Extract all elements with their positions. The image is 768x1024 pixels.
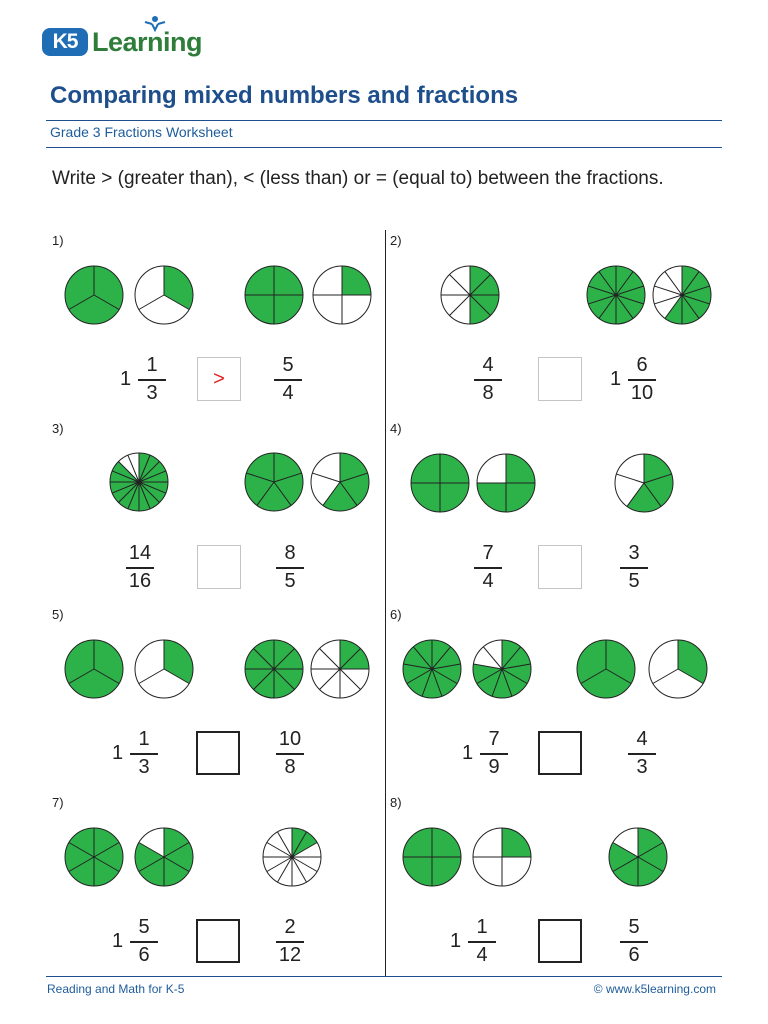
left-fraction-pie (108, 451, 170, 513)
right-fraction-pie (309, 451, 371, 513)
fraction-bar (276, 567, 304, 569)
right-fraction-pie (651, 264, 713, 326)
denominator: 4 (282, 382, 294, 404)
numerator: 5 (138, 916, 150, 938)
left-fraction-pie (471, 638, 533, 700)
fraction (624, 354, 660, 406)
left-fraction-pie (475, 452, 537, 514)
fraction (272, 916, 308, 968)
whole-number: 1 (112, 930, 124, 952)
right-fraction-pie (647, 638, 709, 700)
denominator: 5 (628, 570, 640, 592)
problem-number: 1) (52, 233, 64, 248)
fraction (134, 354, 170, 406)
whole-number: 1 (112, 742, 124, 764)
denominator: 4 (476, 944, 488, 966)
numerator: 1 (138, 728, 150, 750)
denominator: 10 (630, 382, 654, 404)
left-fraction-pie (439, 264, 501, 326)
fraction-bar (126, 567, 154, 569)
fraction (616, 542, 652, 594)
whole-number: 1 (462, 742, 474, 764)
numerator: 7 (482, 542, 494, 564)
fraction-bar (274, 379, 302, 381)
fraction-bar (480, 753, 508, 755)
pie-divider-line (319, 648, 340, 669)
problem-number: 4) (390, 421, 402, 436)
pie-slice-filled (323, 453, 369, 511)
problem-5 (52, 607, 388, 793)
pie-divider-line (340, 669, 361, 690)
denominator: 3 (146, 382, 158, 404)
fraction (270, 354, 306, 406)
answer-box[interactable] (538, 357, 582, 401)
fraction (464, 916, 500, 968)
whole-number: 1 (120, 368, 132, 390)
fraction-bar (474, 567, 502, 569)
denominator: 16 (128, 570, 152, 592)
problem-6 (390, 607, 726, 793)
fraction-bar (138, 379, 166, 381)
denominator: 8 (482, 382, 494, 404)
pie-divider-line (449, 295, 470, 316)
numerator: 4 (482, 354, 494, 376)
right-fraction-pie (575, 638, 637, 700)
left-fraction-pie (401, 638, 463, 700)
problem-1 (52, 233, 388, 419)
fraction (470, 354, 506, 406)
problem-number: 7) (52, 795, 64, 810)
worksheet-subtitle: Grade 3 Fractions Worksheet (50, 124, 233, 140)
numerator: 5 (628, 916, 640, 938)
left-fraction-pie (401, 826, 463, 888)
fraction-bar (276, 941, 304, 943)
fraction-bar (620, 941, 648, 943)
numerator: 8 (284, 542, 296, 564)
denominator: 4 (482, 570, 494, 592)
denominator: 12 (278, 944, 302, 966)
jumping-figure-icon (142, 14, 168, 32)
right-fraction-pie (585, 264, 647, 326)
right-fraction-pie (261, 826, 323, 888)
pie-divider-line (654, 286, 682, 295)
fraction (272, 542, 308, 594)
numerator: 4 (636, 728, 648, 750)
left-fraction-pie (63, 826, 125, 888)
footer-divider (46, 976, 722, 977)
numerator: 14 (128, 542, 152, 564)
fraction (272, 728, 308, 780)
denominator: 5 (284, 570, 296, 592)
numerator: 7 (488, 728, 500, 750)
denominator: 6 (138, 944, 150, 966)
problem-3 (52, 421, 388, 607)
numerator: 3 (628, 542, 640, 564)
problem-8 (390, 795, 726, 981)
problem-4 (390, 421, 726, 607)
left-fraction-pie (409, 452, 471, 514)
right-fraction-pie (243, 451, 305, 513)
denominator: 3 (138, 756, 150, 778)
footer-tagline: Reading and Math for K-5 (47, 982, 185, 996)
numerator: 6 (636, 354, 648, 376)
problem-2 (390, 233, 726, 419)
fraction-bar (628, 379, 656, 381)
fraction (476, 728, 512, 780)
pie-divider-line (312, 473, 340, 482)
right-fraction-pie (311, 264, 373, 326)
answer-box[interactable] (538, 919, 582, 963)
fraction-bar (628, 753, 656, 755)
left-fraction-pie (133, 264, 195, 326)
problem-number: 8) (390, 795, 402, 810)
problem-number: 5) (52, 607, 64, 622)
answer-box[interactable] (197, 545, 241, 589)
denominator: 8 (284, 756, 296, 778)
subtitle-divider (46, 147, 722, 148)
fraction-bar (474, 379, 502, 381)
left-fraction-pie (133, 638, 195, 700)
left-fraction-pie (63, 638, 125, 700)
left-fraction-pie (471, 826, 533, 888)
right-fraction-pie (613, 452, 675, 514)
pie-divider-line (653, 669, 678, 684)
page-title: Comparing mixed numbers and fractions (50, 82, 519, 109)
pie-divider-line (616, 474, 644, 483)
fraction-bar (620, 567, 648, 569)
right-fraction-pie (309, 638, 371, 700)
left-fraction-pie (133, 826, 195, 888)
logo-mark: K5 (42, 28, 88, 56)
numerator: 2 (284, 916, 296, 938)
numerator: 1 (146, 354, 158, 376)
fraction (470, 542, 506, 594)
answer-box[interactable] (196, 731, 240, 775)
right-fraction-pie (243, 264, 305, 326)
problem-number: 2) (390, 233, 402, 248)
right-fraction-pie (243, 638, 305, 700)
pie-divider-line (665, 272, 682, 295)
fraction-bar (130, 941, 158, 943)
pie-slice-filled (627, 454, 673, 512)
pie-divider-line (483, 647, 502, 669)
denominator: 3 (636, 756, 648, 778)
problem-number: 3) (52, 421, 64, 436)
whole-number: 1 (610, 368, 622, 390)
left-fraction-pie (63, 264, 125, 326)
pie-divider-line (139, 295, 164, 310)
pie-slice-filled (665, 266, 711, 324)
fraction-bar (276, 753, 304, 755)
numerator: 5 (282, 354, 294, 376)
answer-box[interactable] (538, 731, 582, 775)
k5-learning-logo (42, 14, 202, 60)
pie-divider-line (449, 274, 470, 295)
logo-wordmark: Learning (92, 27, 203, 57)
instructions: Write > (greater than), < (less than) or = (equal to) between the fractions. (52, 168, 664, 189)
title-divider (46, 120, 722, 121)
fraction (624, 728, 660, 780)
problem-number: 6) (390, 607, 402, 622)
fraction (616, 916, 652, 968)
fraction (126, 916, 162, 968)
fraction (126, 728, 162, 780)
fraction-bar (130, 753, 158, 755)
pie-divider-line (139, 669, 164, 684)
answer-box[interactable] (538, 545, 582, 589)
answer-box[interactable] (196, 919, 240, 963)
pie-slice-filled (292, 828, 317, 857)
pie-divider-line (319, 669, 340, 690)
denominator: 9 (488, 756, 500, 778)
problem-7 (52, 795, 388, 981)
whole-number: 1 (450, 930, 462, 952)
answer-box[interactable]: > (197, 357, 241, 401)
numerator: 1 (476, 916, 488, 938)
right-fraction-pie (607, 826, 669, 888)
fraction-bar (468, 941, 496, 943)
numerator: 10 (278, 728, 302, 750)
denominator: 6 (628, 944, 640, 966)
footer-copyright: © www.k5learning.com (593, 982, 716, 996)
fraction (122, 542, 158, 594)
